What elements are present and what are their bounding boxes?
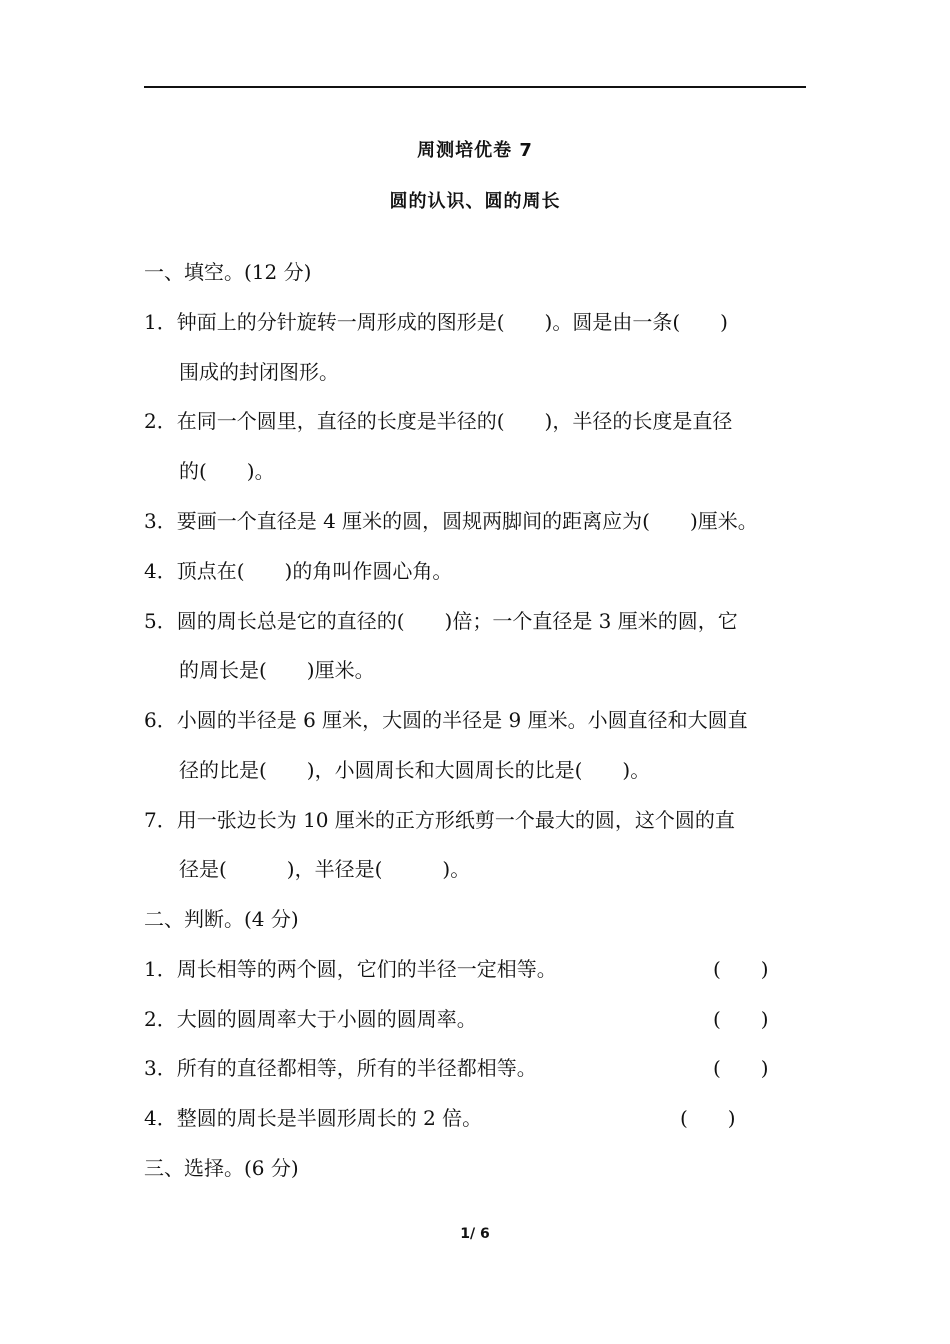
section-heading-choice: 三、选择。(6 分) [144, 1156, 299, 1180]
question-6-line-2: 径的比是( )，小圆周长和大圆周长的比是( )。 [179, 758, 651, 782]
judge-answer-blank-3: ( ) [713, 1056, 769, 1080]
question-5-line-1: 5．圆的周长总是它的直径的( )倍；一个直径是 3 厘米的圆，它 [144, 609, 738, 633]
judge-question-1: 1．周长相等的两个圆，它们的半径一定相等。 [144, 957, 557, 981]
question-6-line-1: 6．小圆的半径是 6 厘米，大圆的半径是 9 厘米。小圆直径和大圆直 [144, 708, 748, 732]
page-number: 1/ 6 [460, 1226, 490, 1242]
question-2-line-2: 的( )。 [179, 459, 275, 483]
question-2-line-1: 2．在同一个圆里，直径的长度是半径的( )，半径的长度是直径 [144, 409, 733, 433]
section-heading-judge: 二、判断。(4 分) [144, 907, 299, 931]
question-7-line-1: 7．用一张边长为 10 厘米的正方形纸剪一个最大的圆，这个圆的直 [144, 808, 735, 832]
question-1-line-1: 1．钟面上的分针旋转一周形成的图形是( )。圆是由一条( ) [144, 310, 728, 334]
question-3: 3．要画一个直径是 4 厘米的圆，圆规两脚间的距离应为( )厘米。 [144, 509, 758, 533]
question-5-line-2: 的周长是( )厘米。 [179, 658, 375, 682]
header-rule [144, 86, 806, 88]
judge-answer-blank-4: ( ) [680, 1106, 736, 1130]
document-title: 周测培优卷 7 [417, 140, 533, 161]
section-heading-fill: 一、填空。(12 分) [144, 260, 312, 284]
document-subtitle: 圆的认识、圆的周长 [389, 191, 561, 212]
judge-question-4: 4．整圆的周长是半圆形周长的 2 倍。 [144, 1106, 483, 1130]
question-1-line-2: 围成的封闭图形。 [179, 360, 339, 384]
question-4: 4．顶点在( )的角叫作圆心角。 [144, 559, 453, 583]
judge-question-2: 2．大圆的圆周率大于小圆的圆周率。 [144, 1007, 477, 1031]
question-7-line-2: 径是( )，半径是( )。 [179, 857, 471, 881]
judge-question-3: 3．所有的直径都相等，所有的半径都相等。 [144, 1056, 537, 1080]
judge-answer-blank-2: ( ) [713, 1007, 769, 1031]
judge-answer-blank-1: ( ) [713, 957, 769, 981]
